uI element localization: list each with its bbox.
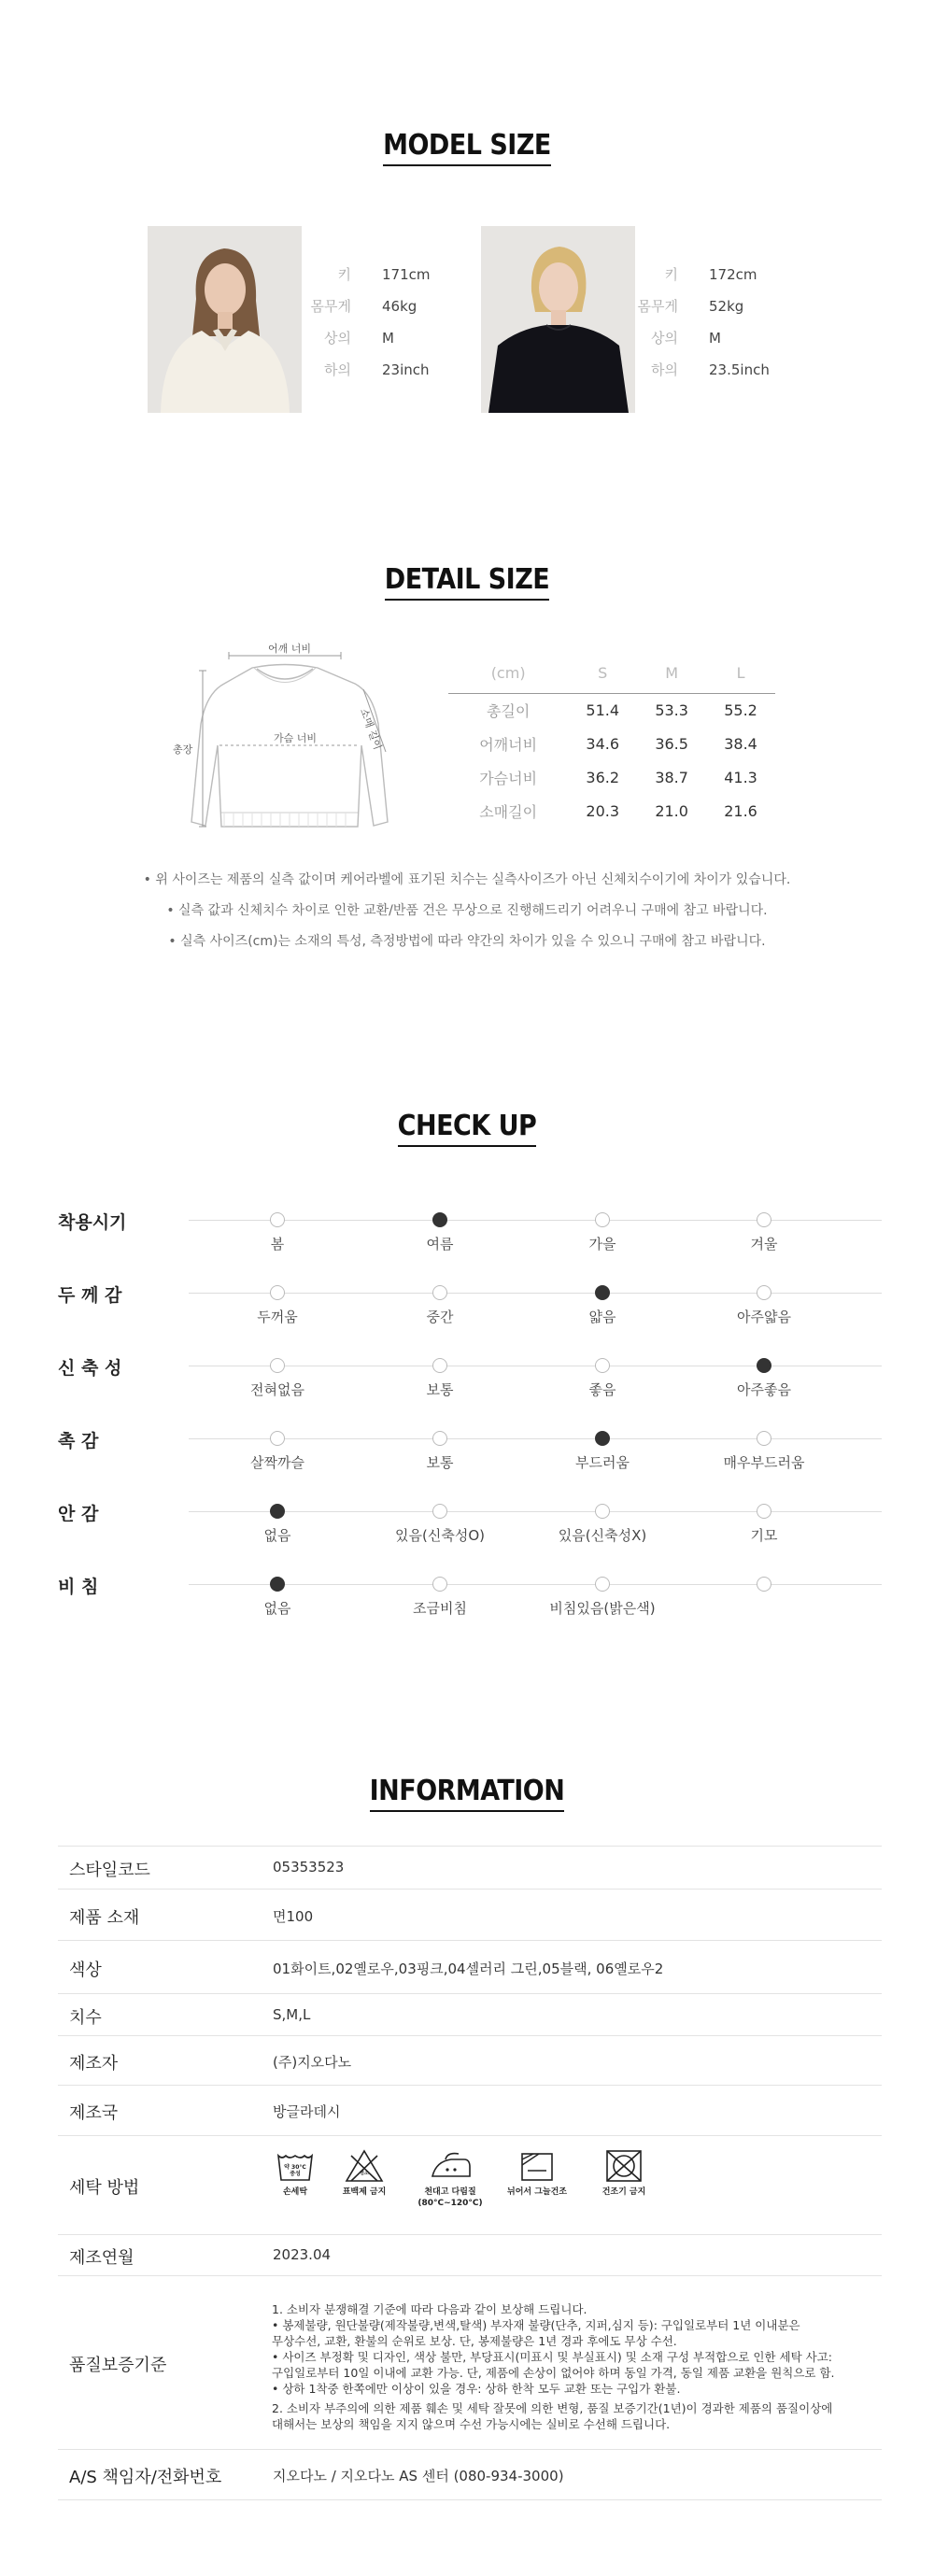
table-row: 어깨너비 34.6 36.5 38.4: [479, 734, 757, 754]
detail-size-title: DETAIL SIZE: [0, 563, 934, 601]
checkup-label: 신 축 성: [58, 1358, 122, 1379]
checkup-radio[interactable]: [270, 1358, 285, 1373]
checkup-radio[interactable]: [595, 1504, 610, 1519]
checkup-option-label: 조금비침: [413, 1600, 467, 1617]
sleeve-label: 소매 길이: [357, 706, 384, 752]
checkup-option-label: 매우부드러움: [723, 1454, 805, 1471]
checkup-radio[interactable]: [432, 1358, 447, 1373]
checkup-radio[interactable]: [270, 1504, 285, 1519]
table-row: 가슴너비 36.2 38.7 41.3: [479, 768, 757, 787]
checkup-radio[interactable]: [432, 1504, 447, 1519]
checkup-option-label: 보통: [426, 1381, 454, 1398]
info-value: 지오다노 / 지오다노 AS 센터 (080-934-3000): [273, 2468, 564, 2484]
info-key: 스타일코드: [69, 1860, 150, 1880]
checkup-option-label: 보통: [426, 1454, 454, 1471]
wash-label: 뉘어서 그늘건조: [507, 2187, 567, 2197]
info-key: 치수: [69, 2007, 102, 2028]
checkup-radio[interactable]: [757, 1358, 771, 1373]
svg-text:중성: 중성: [290, 2171, 301, 2177]
checkup-radio[interactable]: [595, 1285, 610, 1300]
svg-text:약 30°C: 약 30°C: [284, 2164, 306, 2171]
checkup-option-label: 여름: [426, 1236, 454, 1253]
model-2-specs: 키 172cm 몸무게 52kg 상의 M 하의 23.5inch: [637, 266, 770, 378]
checkup-option-label: 비침있음(밝은색): [549, 1600, 656, 1617]
checkup-option-label: 겨울: [750, 1236, 778, 1253]
info-key: A/S 책임자/전화번호: [69, 2468, 222, 2487]
info-key: 제품 소재: [69, 1907, 140, 1928]
check-up-title: CHECK UP: [0, 1110, 934, 1147]
info-row: [58, 2450, 882, 2500]
checkup-option-label: 전혀없음: [250, 1381, 304, 1398]
checkup-option-label: 아주좋음: [737, 1381, 791, 1398]
size-note: • 위 사이즈는 제품의 실측 값이며 케어라벨에 표기된 치수는 실측사이즈가 아닌 신체치수이기에 차이가 있습니다.: [143, 872, 791, 887]
checkup-radio[interactable]: [757, 1577, 771, 1592]
garment-diagram: [163, 635, 416, 850]
checkup-line: [189, 1511, 882, 1512]
checkup-option-label: 중간: [426, 1309, 454, 1325]
info-key: 제조연월: [69, 2248, 134, 2268]
wash-label: 표백제 금지: [342, 2187, 387, 2197]
checkup-option-label: 없음: [263, 1527, 291, 1544]
checkup-radio[interactable]: [270, 1577, 285, 1592]
length-label: 총장: [173, 743, 193, 756]
info-row: [58, 1890, 882, 1941]
info-value: S,M,L: [273, 2005, 311, 2023]
checkup-radio[interactable]: [595, 1212, 610, 1227]
table-row: 총길이 51.4 53.3 55.2: [486, 701, 757, 720]
checkup-line: [189, 1220, 882, 1221]
checkup-line: [189, 1438, 882, 1439]
info-value: 방글라데시: [273, 2103, 341, 2120]
checkup-radio[interactable]: [595, 1431, 610, 1446]
checkup-option-label: 봄: [270, 1236, 285, 1253]
no-tumble-dry-icon: [577, 2148, 671, 2199]
quality-guarantee-text: 1. 소비자 분쟁해결 기준에 따라 다음과 같이 보상해 드립니다. • 봉제불량, 원단불량(제작불량,변색,탈색) 부자재 불량(단추, 지퍼,심지 등): 구입일로부터 1년 이내분은 무상수선, 교환, 환불의 순위로 보상. 단, 봉제불량은 1년 경과 후에도 무상 수선. • 사이즈 부정확 및 디자인, 색상 불만, 부당표시(미표시 및 부실표시) 및 소재 구성 부적합으로 인한 세탁 사고: 구입일로부터 10일 이내에 교환 가능. 단, 제품에 손상이 없어야 하며 동일 가격, 동일 제품 교환을 원칙으로 함. • 상하 1착중 한쪽에만 이상이 있을 경우: 상하 한착 모두 교환 또는 구입가 환불. 2. 소비자 부주의에 의한 제품 훼손 및 세탁 잘못에 의한 변형, 품질 보증기간(1년)이 경과한 제품의 품질이상에 대해서는 보상의 책임을 지지 않으며 수선 가능시에는 실비로 수선해 드립니다.: [272, 2302, 835, 2431]
model-1-specs: 키 171cm 몸무게 46kg 상의 M 하의 23inch: [310, 266, 431, 378]
model-size-title: MODEL SIZE: [0, 129, 934, 166]
table-row: 소매길이 20.3 21.0 21.6: [479, 801, 757, 821]
checkup-option-label: 얇음: [588, 1309, 616, 1325]
information-title: INFORMATION: [0, 1775, 934, 1812]
checkup-option-label: 있음(신축성O): [395, 1527, 485, 1544]
info-row: [58, 1846, 882, 1890]
checkup-option-label: 없음: [263, 1600, 291, 1617]
checkup-radio[interactable]: [757, 1285, 771, 1300]
info-key: 색상: [69, 1960, 102, 1980]
checkup-option-label: 아주얇음: [737, 1309, 791, 1325]
checkup-line: [189, 1584, 882, 1585]
chest-label: 가슴 너비: [274, 732, 318, 744]
size-table: [448, 654, 775, 828]
shade-dry-icon: [490, 2148, 584, 2199]
wash-label: 건조기 금지: [601, 2187, 646, 2197]
info-value: 면100: [273, 1907, 314, 1925]
info-key: 제조자: [69, 2053, 119, 2074]
checkup-radio[interactable]: [757, 1431, 771, 1446]
checkup-option-label: 부드러움: [575, 1454, 630, 1471]
info-value: 01화이트,02옐로우,03핑크,04셀러리 그린,05블랙, 06옐로우2: [273, 1960, 664, 1977]
checkup-radio[interactable]: [757, 1212, 771, 1227]
checkup-option-label: 있음(신축성X): [558, 1527, 647, 1544]
shoulder-label: 어깨 너비: [268, 643, 312, 655]
checkup-option-label: 기모: [750, 1527, 778, 1544]
checkup-option-label: 가을: [588, 1236, 616, 1253]
checkup-radio[interactable]: [270, 1285, 285, 1300]
info-key: 제조국: [69, 2103, 119, 2123]
checkup-radio[interactable]: [595, 1577, 610, 1592]
model-photo-1: [148, 226, 302, 413]
checkup-option-label: 살짝까슬: [250, 1454, 304, 1471]
checkup-radio[interactable]: [270, 1431, 285, 1446]
checkup-radio[interactable]: [432, 1431, 447, 1446]
size-note: • 실측 사이즈(cm)는 소재의 특성, 측정방법에 따라 약간의 차이가 있을 수 있으니 구매에 참고 바랍니다.: [168, 934, 766, 949]
info-row: [58, 2036, 882, 2086]
size-notes: [0, 865, 934, 957]
checkup-radio[interactable]: [432, 1577, 447, 1592]
checkup-radio[interactable]: [270, 1212, 285, 1227]
info-row: [58, 1941, 882, 1994]
no-bleach-icon: [318, 2148, 411, 2199]
model-photo-2: [481, 226, 635, 413]
checkup-radio[interactable]: [432, 1212, 447, 1227]
info-value: (주)지오다노: [273, 2053, 352, 2071]
info-row: [58, 1994, 882, 2036]
checkup-label: 착용시기: [58, 1212, 127, 1233]
size-note: • 실측 값과 신체치수 차이로 인한 교환/반품 건은 무상으로 진행해드리기 어려우니 구매에 참고 바랍니다.: [166, 903, 768, 918]
info-row: [58, 2235, 882, 2276]
checkup-label: 비 침: [58, 1577, 99, 1597]
checkup-radio[interactable]: [595, 1358, 610, 1373]
checkup-label: 안 감: [58, 1504, 99, 1524]
wash-label: 천대고 다림질 (80°C~120°C): [417, 2187, 483, 2208]
checkup-label: 촉 감: [58, 1431, 99, 1451]
checkup-option-label: 두꺼움: [257, 1309, 298, 1325]
info-row: [58, 2086, 882, 2136]
svg-text:염소: 염소: [360, 2171, 369, 2176]
info-key: 품질보증기준: [69, 2356, 167, 2375]
info-value: 05353523: [273, 1858, 345, 1875]
iron-icon: [403, 2148, 497, 2209]
wash-label: 손세탁: [282, 2187, 308, 2197]
info-key: 세탁 방법: [69, 2178, 140, 2198]
checkup-option-label: 좋음: [588, 1381, 616, 1398]
info-value: 2023.04: [273, 2246, 332, 2263]
checkup-radio[interactable]: [432, 1285, 447, 1300]
checkup-line: [189, 1293, 882, 1294]
size-table-header: (cm) S M L: [448, 654, 775, 693]
checkup-radio[interactable]: [757, 1504, 771, 1519]
checkup-label: 두 께 감: [58, 1285, 122, 1306]
